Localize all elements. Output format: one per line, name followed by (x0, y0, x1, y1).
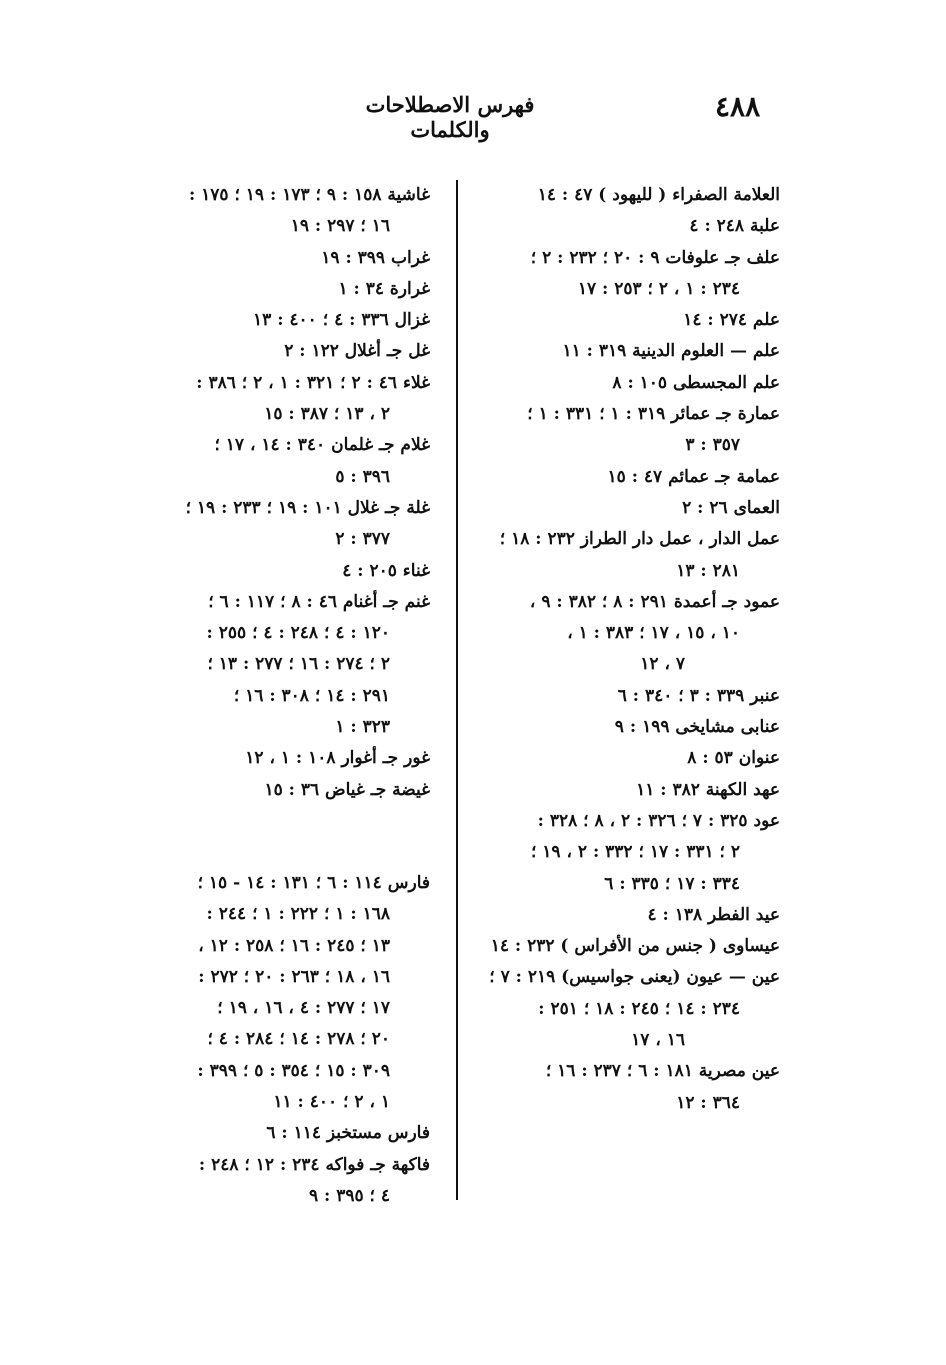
index-entry-continuation: ٣٩٦ : ٥ (335, 466, 390, 487)
index-entry: فارس مستخبز ١١٤ : ٦ (266, 1123, 430, 1144)
index-entry-continuation: ٢ ، ١٣ ؛ ٣٨٧ : ١٥ (264, 404, 390, 425)
index-entry-continuation: ٣٧٧ : ٢ (335, 529, 390, 550)
index-entry-continuation: ١ ، ٢ ؛ ٤٠٠ : ١١ (273, 1092, 390, 1113)
index-entry: عيساوى ( جنس من الأفراس ) ٢٣٢ : ١٤ (490, 936, 780, 957)
index-entry-continuation: ٢٣٤ : ١ ، ٢ ؛ ٢٥٣ : ١٧ (577, 278, 740, 299)
index-entry: العماى ٢٦ : ٢ (682, 497, 780, 518)
index-entry-continuation: ٢ ؛ ٢٧٤ : ١٦ ؛ ٢٧٧ : ١٣ ؛ (207, 654, 390, 675)
index-entry: غراب ٣٩٩ : ١٩ (321, 247, 430, 268)
index-entry: علم ٢٧٤ : ١٤ (683, 310, 780, 331)
index-entry-continuation: ٢٩١ : ١٤ ؛ ٣٠٨ : ١٦ ؛ (233, 685, 390, 706)
index-column-right (480, 180, 780, 1119)
running-head-title: فهرس الاصطلاحات والكلمات (365, 92, 535, 142)
index-entry: علف جـ علوفات ٩ : ٢٠ ؛ ٢٣٢ : ٢ ؛ (530, 247, 780, 268)
index-entry-continuation: ١٦٨ : ١ ؛ ٢٢٢ : ١ ؛ ٢٤٤ : (206, 904, 390, 925)
index-entry: عنوان ٥٣ : ٨ (687, 748, 780, 769)
index-entry: العلامة الصفراء ( لليهود ) ٤٧ : ١٤ (537, 185, 780, 205)
index-entry: فاكهة جـ فواكه ٢٣٤ : ١٢ ؛ ٢٤٨ : (198, 1154, 430, 1175)
index-entry-continuation: ٤ ؛ ٣٩٥ : ٩ (308, 1185, 390, 1206)
index-entry-continuation: ٢٣٤ : ١٤ ؛ ٢٤٥ : ١٨ ؛ ٢٥١ : (538, 998, 740, 1019)
index-entry: غلاء ٤٦ : ٢ ؛ ٣٢١ : ١ ، ٢ ؛ ٣٨٦ : (196, 372, 430, 393)
index-entry-continuation: ٣٥٧ : ٣ (685, 435, 740, 456)
index-entry: علم المجسطى ١٠٥ : ٨ (612, 372, 780, 393)
index-entry: علبة ٢٤٨ : ٤ (689, 216, 780, 237)
index-entry-continuation: ١٧ ؛ ٢٧٧ : ٤ ، ١٦ ، ١٩ ؛ (217, 998, 390, 1019)
index-entry-continuation: ٢٠ ؛ ٢٧٨ : ١٤ ؛ ٢٨٤ : ٤ ؛ (207, 1029, 390, 1050)
index-entry: عمل الدار ، عمل دار الطراز ٢٣٢ : ١٨ ؛ (499, 529, 780, 550)
index-entry: علم — العلوم الدينية ٣١٩ : ١١ (562, 341, 780, 362)
index-entry-continuation: ٣٢٣ : ١ (335, 717, 390, 738)
index-entry-continuation: ٣٠٩ : ١٥ ؛ ٣٥٤ : ٥ ؛ ٣٩٩ : (197, 1060, 390, 1081)
index-entry: عين مصرية ١٨١ : ٦ ؛ ٢٣٧ : ١٦ ؛ (545, 1061, 780, 1082)
index-entry: عود ٣٢٥ : ٧ ؛ ٣٢٦ : ٢ ، ٨ ؛ ٣٢٨ : (537, 810, 780, 831)
index-entry: غل جـ أغلال ١٢٢ : ٢ (284, 341, 430, 362)
index-entry-continuation: ٧ ، ١٢ (640, 654, 685, 675)
index-column-left (130, 180, 430, 1212)
index-entry: غور جـ أغوار ١٠٨ : ١ ، ١٢ (245, 748, 430, 769)
index-entry: غنم جـ أغنام ٤٦ : ٨ ؛ ١١٧ : ٦ ؛ (208, 591, 430, 612)
index-entry: عنبر ٣٣٩ : ٣ ؛ ٣٤٠ : ٦ (617, 685, 780, 706)
index-entry: غرارة ٣٤ : ١ (338, 278, 430, 299)
index-entry: عنابى مشايخى ١٩٩ : ٩ (614, 717, 780, 738)
index-entry-continuation: ١٦ ؛ ٢٩٧ : ١٩ (290, 216, 390, 237)
index-entry: غاشية ١٥٨ : ٩ ؛ ١٧٣ : ١٩ ؛ ١٧٥ : (188, 185, 430, 205)
column-divider (456, 180, 458, 1200)
index-section-fa (130, 868, 430, 1212)
index-entry: عيد الفطر ١٣٨ : ٤ (647, 904, 780, 925)
index-entry: فارس ١١٤ : ٦ ؛ ١٣١ : ١٤ - ١٥ ؛ (197, 872, 430, 893)
index-entry-continuation: ١٣ ؛ ٢٤٥ : ١٦ ؛ ٢٥٨ : ١٢ ، (198, 935, 390, 956)
index-entry: عمارة جـ عمائر ٣١٩ : ١ ؛ ٣٣١ : ١ ؛ (527, 404, 780, 425)
index-entry-continuation: ١٦ ، ١٧ (631, 1030, 685, 1051)
index-section-ghayn (130, 180, 430, 806)
index-entry-continuation: ١٢٠ : ٤ ؛ ٢٤٨ : ٤ ؛ ٢٥٥ : (206, 623, 390, 644)
section-gap (130, 806, 430, 868)
index-entry: غيضة جـ غياض ٣٦ : ١٥ (264, 779, 430, 800)
index-entry-continuation: ٢ ؛ ٣٣١ : ١٧ ؛ ٣٣٢ : ٢ ، ١٩ ؛ (530, 842, 740, 863)
index-entry-continuation: ١٦ ، ١٨ ؛ ٢٦٣ : ٢٠ ؛ ٢٧٢ : (198, 966, 390, 987)
index-entry: غناء ٢٠٥ : ٤ (342, 560, 430, 581)
index-entry: عين — عيون (يعنى جواسيس) ٢١٩ : ٧ ؛ (489, 967, 780, 988)
index-entry: عمامة جـ عمائم ٤٧ : ١٥ (607, 466, 780, 487)
index-entry: عهد الكهنة ٣٨٢ : ١١ (636, 779, 780, 800)
index-entry-continuation: ٢٨١ : ١٣ (676, 560, 740, 581)
page-number: ٤٨٨ (715, 90, 761, 123)
index-entry: غزال ٣٣٦ : ٤ ؛ ٤٠٠ : ١٣ (253, 310, 430, 331)
index-entry-continuation: ٣٦٤ : ١٢ (676, 1092, 740, 1113)
index-entry: غلام جـ غلمان ٣٤٠ : ١٤ ، ١٧ ؛ (214, 435, 430, 456)
index-entry-continuation: ٣٣٤ : ١٧ ؛ ٣٣٥ : ٦ (604, 873, 740, 894)
index-entry: غلة جـ غلال ١٠١ : ١٩ ؛ ٢٣٣ : ١٩ ؛ (185, 497, 430, 518)
index-entry-continuation: ١٠ ، ١٥ ، ١٧ ؛ ٣٨٣ : ١ ، (567, 623, 740, 644)
index-entry: عمود جـ أعمدة ٢٩١ : ٨ ؛ ٣٨٢ : ٩ ، (529, 591, 780, 612)
